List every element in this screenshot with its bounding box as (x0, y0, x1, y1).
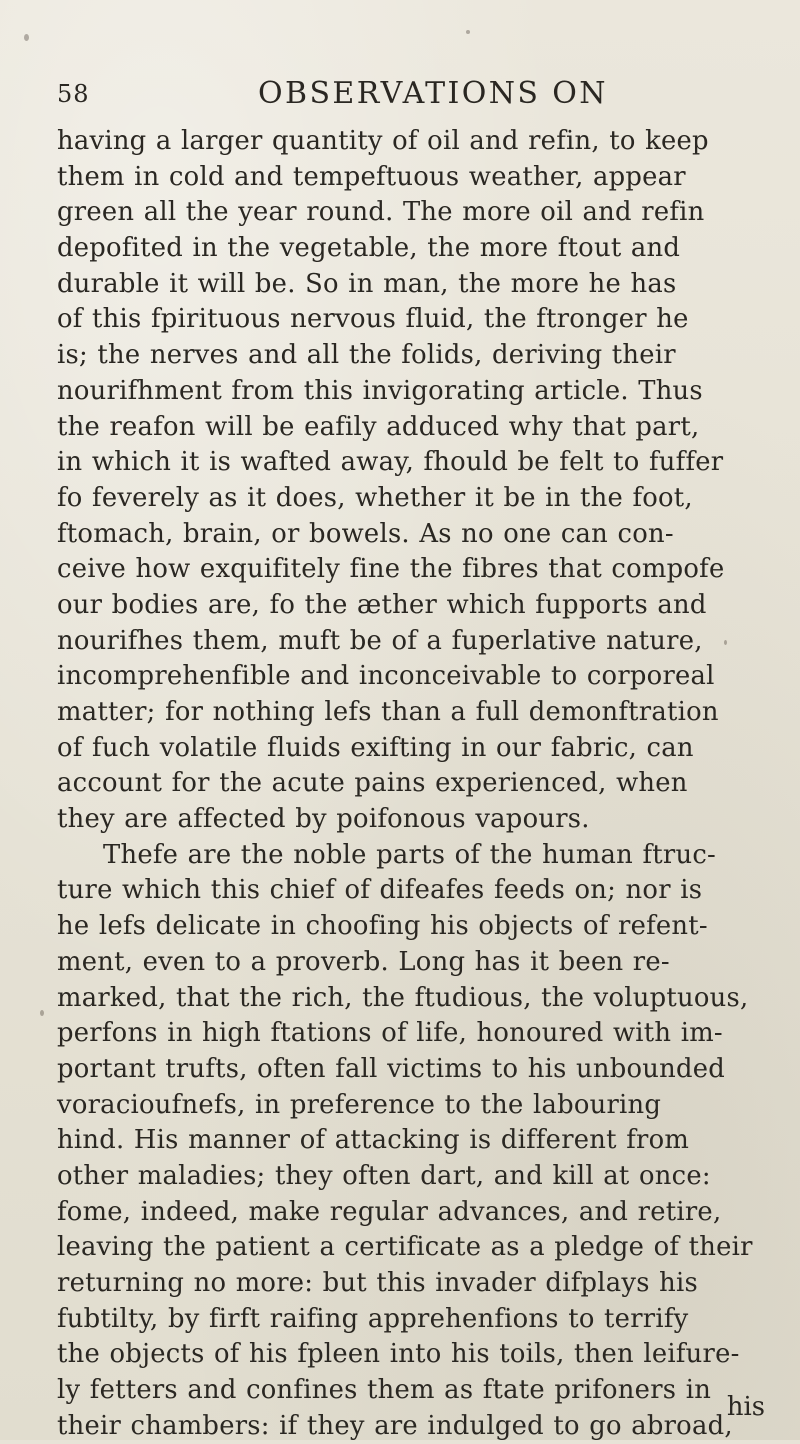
text-line: matter; for nothing lefs than a full demonftration (57, 697, 719, 727)
page-header (0, 76, 800, 116)
page-number: 58 (57, 80, 90, 108)
text-line: he lefs delicate in choofing his objects of refent- (57, 911, 708, 942)
text-line: is; the nerves and all the folids, deriving their (57, 340, 676, 371)
text-line: account for the acute pains experienced, when (57, 768, 688, 799)
text-line: nourifhes them, muft be of a fuperlative nature, (57, 625, 703, 656)
text-line: in which it is wafted away, fhould be felt to fuffer (57, 447, 724, 478)
text-line: the reafon will be eafily adduced why that part, (57, 411, 700, 442)
text-line: depofited in the vegetable, the more ftout and (57, 233, 681, 264)
running-head: OBSERVATIONS ON (258, 76, 608, 111)
text-line: our bodies are, fo the æther which fupports and (57, 589, 707, 620)
text-line: green all the year round. The more oil and refin (57, 197, 705, 228)
catchword: his (726, 1392, 765, 1422)
text-line: the objects of his fpleen into his toils, then leifure- (57, 1339, 740, 1370)
text-line: hind. His manner of attacking is different from (57, 1125, 690, 1156)
text-line: they are affected by poifonous vapours. (57, 804, 590, 835)
text-line: leaving the patient a certificate as a pledge of their (57, 1232, 753, 1263)
text-line: of fuch volatile fluids exifting in our fabric, can (57, 732, 694, 763)
text-line: portant trufts, often fall victims to his unbounded (57, 1053, 726, 1084)
paper-speck (24, 34, 29, 41)
text-line: fome, indeed, make regular advances, and retire, (57, 1196, 722, 1227)
text-line: other maladies; they often dart, and kill at once: (57, 1160, 711, 1191)
text-line: fo feverely as it does, whether it be in the foot, (57, 482, 693, 513)
paper-speck (466, 30, 470, 34)
paper-speck (40, 1010, 44, 1016)
paragraph-start-line: Thefe are the noble parts of the human ftruc- (103, 839, 717, 870)
text-line: them in cold and tempeftuous weather, appear (57, 161, 686, 192)
text-line: of this fpirituous nervous fluid, the ftronger he (57, 304, 689, 335)
text-line: ceive how exquifitely fine the fibres that compofe (57, 554, 725, 585)
body-text (57, 124, 765, 1444)
text-line: fubtilty, by firft raifing apprehenfions to terrify (57, 1303, 689, 1334)
text-line: voracioufnefs, in preference to the labouring (57, 1089, 662, 1120)
text-line: perfons in high ftations of life, honoured with im- (57, 1018, 723, 1049)
text-line: ftomach, brain, or bowels. As no one can con- (57, 518, 674, 549)
text-line: nourifhment from this invigorating article. Thus (57, 375, 703, 406)
text-line: marked, that the rich, the ftudious, the voluptuous, (57, 982, 749, 1013)
text-line: having a larger quantity of oil and refin, to keep (57, 126, 709, 156)
text-line: incomprehenfible and inconceivable to corporeal (57, 661, 715, 692)
text-line: returning no more: but this invader difplays his (57, 1268, 698, 1298)
text-line: durable it will be. So in man, the more he has (57, 268, 677, 299)
text-line: ly fetters and confines them as ftate prifoners in (57, 1375, 712, 1406)
text-line: their chambers: if they are indulged to go abroad, (57, 1410, 733, 1441)
text-line: ture which this chief of difeafes feeds on; nor is (57, 875, 703, 906)
text-line: ment, even to a proverb. Long has it been re- (57, 946, 670, 977)
